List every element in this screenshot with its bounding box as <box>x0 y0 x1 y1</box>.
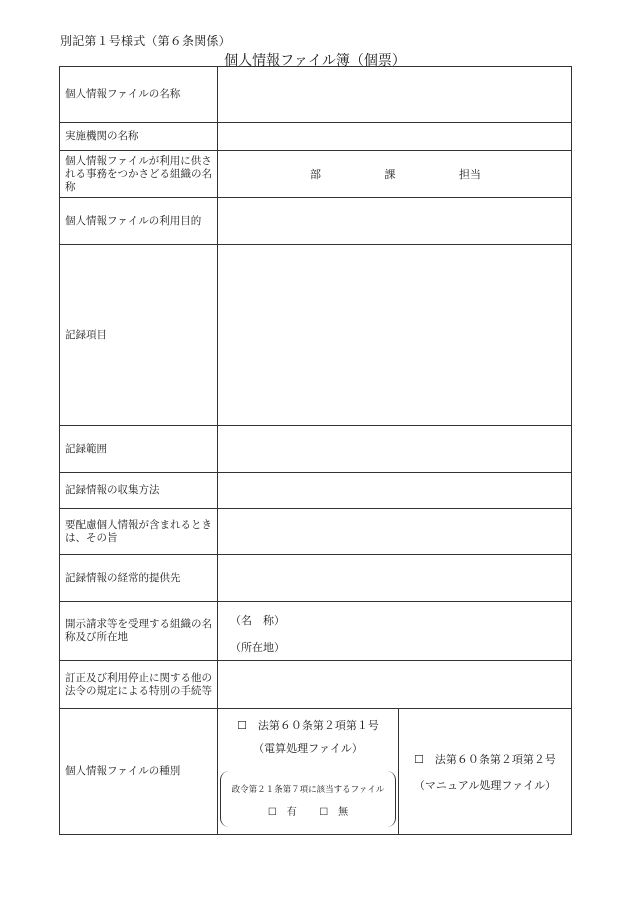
label-record-items: 記録項目 <box>60 245 218 426</box>
document-title: 個人情報ファイル簿（個票） <box>224 53 406 69</box>
label-org-name: 個人情報ファイルが利用に供される事務をつかさどる組織の名称 <box>60 151 218 198</box>
ordinance-bracket <box>220 771 396 827</box>
value-file-name[interactable] <box>218 67 572 123</box>
table-row <box>60 245 572 426</box>
table-row <box>60 67 572 123</box>
section-label: 課 <box>384 168 396 181</box>
value-agency-name[interactable] <box>218 123 572 151</box>
label-file-name: 個人情報ファイルの名称 <box>60 67 218 123</box>
charge-label: 担当 <box>459 168 481 181</box>
label-sensitive-info: 要配慮個人情報が含まれるときは、その旨 <box>60 509 218 555</box>
value-request-org[interactable] <box>218 602 572 661</box>
request-name-label: （名 称） <box>230 614 285 627</box>
option-electronic[interactable]: ☐ 法第６０条第２項第１号 <box>237 719 379 732</box>
request-location-label: （所在地） <box>230 641 285 654</box>
ordinance-no-checkbox[interactable]: ☐ 無 <box>319 807 349 818</box>
option-manual[interactable]: ☐ 法第６０条第２項第２号 <box>414 752 556 766</box>
value-purpose[interactable] <box>218 198 572 245</box>
table-row <box>60 473 572 509</box>
label-special-procedure: 訂正及び利用停止に関する他の法令の規定による特別の手続等 <box>60 661 218 709</box>
dept-label: 部 <box>310 168 321 181</box>
label-record-scope: 記録範囲 <box>60 426 218 473</box>
value-sensitive-info[interactable] <box>218 509 572 555</box>
table-row <box>60 709 572 835</box>
label-purpose: 個人情報ファイルの利用目的 <box>60 198 218 245</box>
option-electronic-note: （電算処理ファイル） <box>253 742 363 755</box>
table-row <box>60 555 572 602</box>
label-request-org: 開示請求等を受理する組織の名称及び所在地 <box>60 602 218 661</box>
value-special-procedure[interactable] <box>218 661 572 709</box>
value-file-type <box>218 709 572 835</box>
table-row <box>60 661 572 709</box>
electronic-file-cell <box>218 709 399 834</box>
ordinance-label: 政令第２１条第７項に該当するファイル <box>231 785 385 795</box>
label-file-type: 個人情報ファイルの種別 <box>60 709 218 835</box>
label-agency-name: 実施機関の名称 <box>60 123 218 151</box>
ordinance-yes-checkbox[interactable]: ☐ 有 <box>267 807 297 818</box>
table-row <box>60 198 572 245</box>
value-collection-method[interactable] <box>218 473 572 509</box>
value-record-scope[interactable] <box>218 426 572 473</box>
form-reference: 別記第１号様式（第６条関係） <box>60 34 231 48</box>
label-collection-method: 記録情報の収集方法 <box>60 473 218 509</box>
value-regular-recipients[interactable] <box>218 555 572 602</box>
table-row <box>60 151 572 198</box>
label-regular-recipients: 記録情報の経常的提供先 <box>60 555 218 602</box>
option-manual-note: （マニュアル処理ファイル） <box>413 778 557 792</box>
table-row <box>60 602 572 661</box>
table-row <box>60 509 572 555</box>
value-record-items[interactable] <box>218 245 572 426</box>
ledger-table <box>59 66 572 835</box>
manual-file-cell <box>399 709 571 834</box>
table-row <box>60 426 572 473</box>
table-row <box>60 123 572 151</box>
value-org-name[interactable] <box>218 151 572 198</box>
